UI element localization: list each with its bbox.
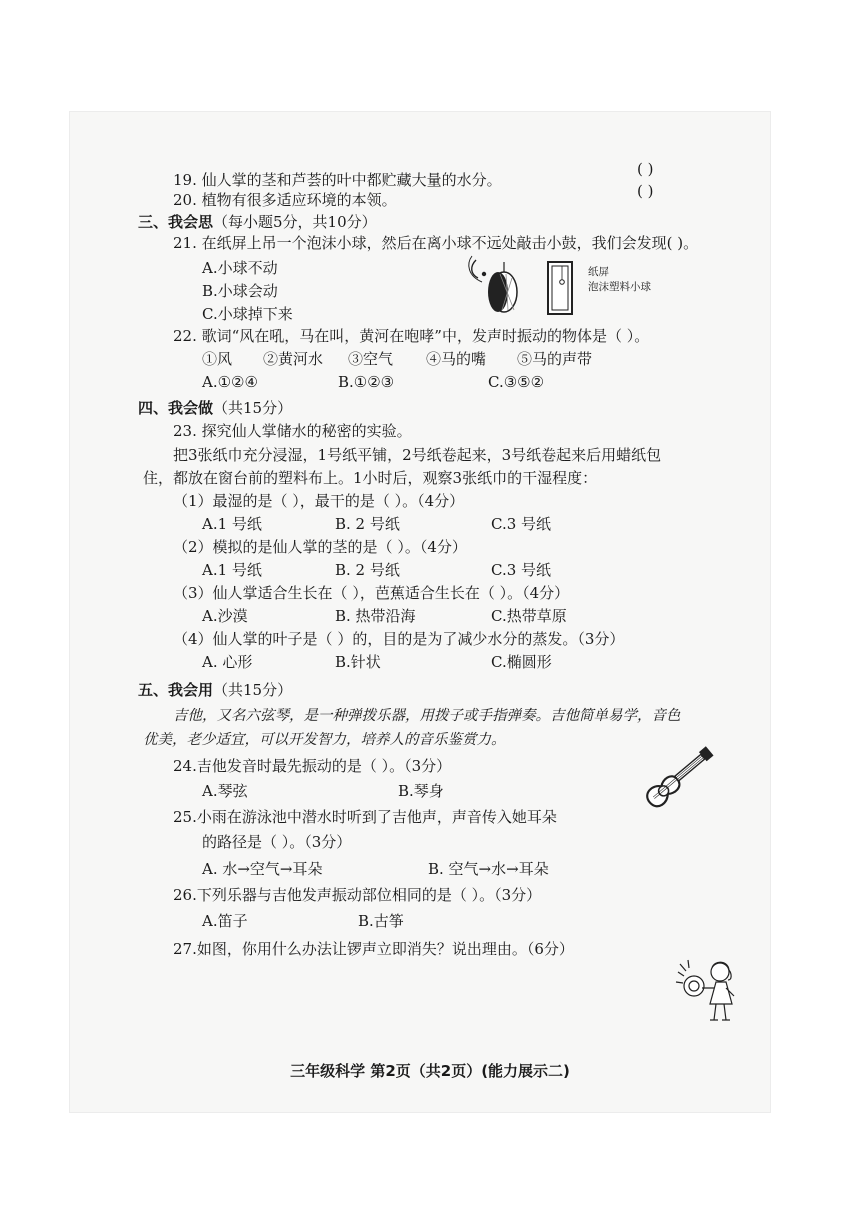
q23-sub-2-option-c[interactable]: C.3 号纸: [491, 561, 552, 579]
question-27-stem: 27.如图，你用什么办法让锣声立即消失？说出理由。（6分）: [173, 940, 574, 958]
q23-sub-3-option-c[interactable]: C.热带草原: [491, 607, 567, 625]
passage-line-1: 吉他，又名六弦琴，是一种弹拨乐器，用拨子或手指弹奏。吉他简单易学，音色: [173, 708, 681, 724]
q26-option-a[interactable]: A.笛子: [202, 912, 248, 930]
exam-page: [70, 112, 770, 1112]
question-25-stem-1: 25.小雨在游泳池中潜水时听到了吉他声，声音传入她耳朵: [173, 808, 557, 826]
question-26-stem: 26.下列乐器与吉他发声振动部位相同的是（ ）。（3分）: [173, 886, 542, 904]
question-20: 20. 植物有很多适应环境的本领。: [173, 191, 397, 209]
drumstick-icon: [469, 256, 486, 282]
q23-description-line-1: 把3张纸巾充分浸湿，1号纸平铺，2号纸卷起来，3号纸卷起来后用蜡纸包: [173, 446, 662, 464]
q23-sub-4-option-c[interactable]: C.椭圆形: [491, 653, 552, 671]
q23-sub-4-option-b[interactable]: B.针状: [335, 653, 381, 671]
label-foam-ball: 泡沫塑料小球: [588, 281, 651, 293]
q23-sub-3: （3）仙人掌适合生长在（ ），芭蕉适合生长在（ ）。（4分）: [173, 584, 570, 602]
question-21-stem: 21. 在纸屏上吊一个泡沫小球，然后在离小球不远处敲击小鼓，我们会发现( )。: [173, 234, 699, 252]
section-5-title: 五、我会用: [138, 681, 214, 699]
q22-item-1: ①风: [202, 350, 233, 368]
girl-with-gong-illustration: [674, 956, 744, 1026]
answer-paren-19[interactable]: ( ): [637, 160, 654, 178]
q22-option-b[interactable]: B.①②③: [338, 373, 395, 391]
q22-option-c[interactable]: C.③⑤②: [488, 373, 545, 391]
page-footer: 三年级科学 第2页（共2页）(能力展示二): [290, 1062, 570, 1080]
q23-sub-1: （1）最湿的是（ ），最干的是（ ）。（4分）: [173, 492, 465, 510]
guitar-illustration: [626, 734, 718, 818]
question-24-stem: 24.吉他发音时最先振动的是（ ）。（3分）: [173, 757, 452, 775]
q22-item-5: ⑤马的声带: [517, 350, 593, 368]
q22-item-3: ③空气: [348, 350, 394, 368]
section-4-note: （共15分）: [213, 399, 293, 417]
q23-sub-3-option-b[interactable]: B. 热带沿海: [335, 607, 416, 625]
q23-sub-4: （4）仙人掌的叶子是（ ）的，目的是为了减少水分的蒸发。（3分）: [173, 630, 625, 648]
drum-and-screen-illustration: [462, 252, 582, 318]
paper-screen-icon: [548, 262, 572, 314]
section-4-heading: [138, 398, 292, 418]
q25-option-a[interactable]: A. 水→空气→耳朵: [202, 860, 323, 878]
q21-option-a[interactable]: A.小球不动: [202, 259, 278, 277]
q23-sub-1-option-a[interactable]: A.1 号纸: [202, 515, 262, 533]
section-3-title: 三、我会思: [138, 213, 214, 231]
section-4-title: 四、我会做: [138, 399, 214, 417]
q26-option-b[interactable]: B.古筝: [358, 912, 404, 930]
q23-sub-1-option-c[interactable]: C.3 号纸: [491, 515, 552, 533]
question-25-stem-2: 的路径是（ ）。（3分）: [202, 833, 352, 851]
section-3-note: （每小题5分，共10分）: [213, 213, 377, 231]
gong-icon: [684, 976, 704, 996]
q21-option-c[interactable]: C.小球掉下来: [202, 305, 293, 323]
q23-sub-3-option-a[interactable]: A.沙漠: [202, 607, 248, 625]
q22-item-4: ④马的嘴: [426, 350, 487, 368]
q23-sub-2-option-b[interactable]: B. 2 号纸: [335, 561, 400, 579]
label-paper-screen: 纸屏: [588, 266, 609, 278]
answer-paren-20[interactable]: ( ): [637, 182, 654, 200]
section-3-heading: [138, 212, 377, 232]
q23-description-line-2: 住，都放在窗台前的塑料布上。1小时后，观察3张纸巾的干湿程度：: [143, 469, 598, 487]
q23-sub-2: （2）模拟的是仙人掌的茎的是（ ）。（4分）: [173, 538, 467, 556]
section-5-heading: [138, 680, 292, 700]
q23-sub-1-option-b[interactable]: B. 2 号纸: [335, 515, 400, 533]
q23-sub-4-option-a[interactable]: A. 心形: [202, 653, 253, 671]
drum-icon: [488, 262, 517, 312]
q23-sub-2-option-a[interactable]: A.1 号纸: [202, 561, 262, 579]
q22-item-2: ②黄河水: [263, 350, 324, 368]
question-23-stem: 23. 探究仙人掌储水的秘密的实验。: [173, 422, 412, 440]
q24-option-a[interactable]: A.琴弦: [202, 782, 248, 800]
q22-option-a[interactable]: A.①②④: [202, 373, 258, 391]
passage-line-2: 优美，老少适宜，可以开发智力，培养人的音乐鉴赏力。: [143, 732, 506, 748]
section-5-note: （共15分）: [213, 681, 293, 699]
question-19: 19. 仙人掌的茎和芦荟的叶中都贮藏大量的水分。: [173, 171, 502, 189]
q21-option-b[interactable]: B.小球会动: [202, 282, 278, 300]
q25-option-b[interactable]: B. 空气→水→耳朵: [428, 860, 549, 878]
question-22-stem: 22. 歌词“风在吼，马在叫，黄河在咆哮”中，发声时振动的物体是（ ）。: [173, 327, 650, 345]
q24-option-b[interactable]: B.琴身: [398, 782, 444, 800]
